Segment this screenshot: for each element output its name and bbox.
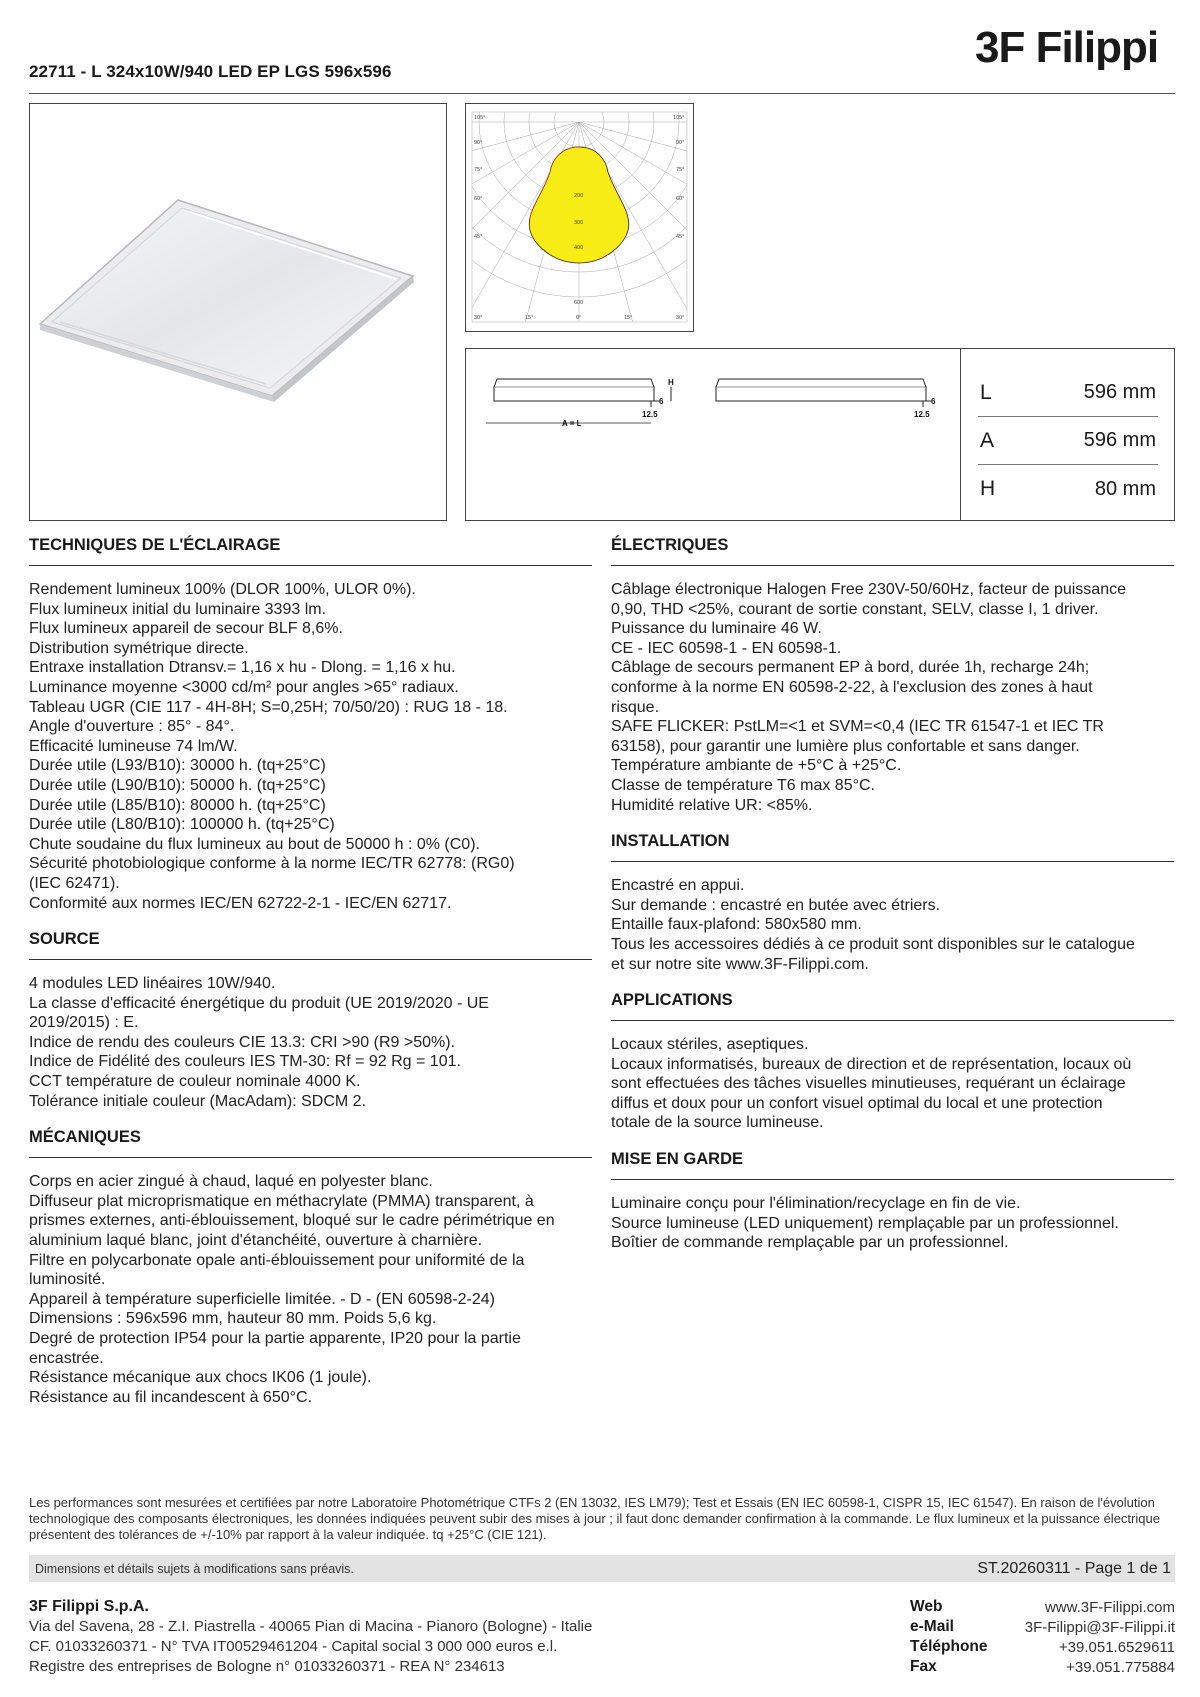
spec-line: Température ambiante de +5°C à +25°C.: [611, 757, 902, 775]
polar-angle-label: 60°: [676, 196, 685, 202]
dimension-value: 596 mm: [1083, 429, 1156, 451]
spec-line: Chute soudaine du flux lumineux au bout de 50000 h : 0% (C0).: [29, 835, 480, 853]
polar-angle-label: 0°: [576, 315, 582, 321]
spec-line: diffus et doux pour un confort visuel optimal du local et une protection: [611, 1094, 1103, 1112]
spec-line: aluminium laqué blanc, joint d'étanchéité, ouverture à charnière.: [29, 1232, 483, 1250]
website-link[interactable]: www.3F-Filippi.com: [1044, 1598, 1175, 1616]
spec-line: SAFE FLICKER: PstLM=<1 et SVM=<0,4 (IEC TR 61547-1 et IEC TR: [611, 718, 1104, 736]
contact-row-email: [910, 1617, 1175, 1637]
spec-line: totale de la source lumineuse.: [611, 1114, 824, 1132]
label-h: H: [668, 378, 674, 387]
label-6: 6: [931, 397, 936, 406]
spec-line: Entaille faux-plafond: 580x580 mm.: [611, 916, 862, 934]
polar-angle-label: 15°: [624, 315, 633, 321]
spec-line: Durée utile (L93/B10): 30000 h. (tq+25°C): [29, 757, 326, 775]
spec-section: [29, 1123, 592, 1407]
contact-label: e-Mail: [910, 1618, 954, 1635]
polar-radial-label: 200: [574, 193, 584, 199]
spec-line: 2019/2015) : E.: [29, 1014, 139, 1032]
spec-line: La classe d'efficacité énergétique du produit (UE 2019/2020 - UE: [29, 994, 489, 1012]
polar-angle-label: 105°: [673, 115, 685, 121]
spec-line: Durée utile (L90/B10): 50000 h. (tq+25°C): [29, 776, 326, 794]
spec-line: Luminance moyenne <3000 cd/m² pour angles >65° radiaux.: [29, 678, 459, 696]
section-body: [611, 876, 1174, 974]
spec-line: Boîtier de commande remplaçable par un professionnel.: [611, 1234, 1009, 1252]
section-body: [611, 580, 1174, 815]
company-name: 3F Filippi S.p.A.: [29, 1598, 149, 1615]
fax-number: +39.051.775884: [1066, 1658, 1175, 1676]
spec-line: et sur notre site www.3F-Filippi.com.: [611, 955, 869, 973]
dimension-drawing: [466, 349, 961, 520]
address-line: CF. 01033260371 - N° TVA IT00529461204 - Capital social 3 000 000 euros e.l.: [29, 1638, 558, 1655]
spec-line: 63158), pour garantir une lumière plus confortable et sans danger.: [611, 737, 1080, 755]
spec-line: Filtre en polycarbonate opale anti-éblouissement pour uniformité de la: [29, 1251, 525, 1269]
spec-line: Tous les accessoires dédiés à ce produit sont disponibles sur le catalogue: [611, 935, 1135, 953]
spec-line: Encastré en appui.: [611, 877, 745, 895]
spec-section: [611, 1145, 1174, 1253]
spec-line: Sécurité photobiologique conforme à la norme IEC/TR 62778: (RG0): [29, 855, 515, 873]
spec-line: Résistance mécanique aux chocs IK06 (1 joule).: [29, 1369, 372, 1387]
dimension-key: H: [980, 477, 996, 500]
spec-line: 0,90, THD <25%, courant de sortie constant, SELV, classe I, 1 driver.: [611, 600, 1099, 618]
section-body: [29, 974, 592, 1111]
polar-angle-label: 75°: [474, 167, 483, 173]
label-12-5: 12.5: [914, 410, 930, 419]
spec-line: 4 modules LED linéaires 10W/940.: [29, 975, 276, 993]
modification-notice: Dimensions et détails sujets à modifications sans préavis.: [35, 1561, 354, 1576]
spec-line: Durée utile (L80/B10): 100000 h. (tq+25°C): [29, 816, 335, 834]
polar-radial-label: 600: [574, 300, 584, 306]
section-body: [611, 1035, 1174, 1133]
spec-line: Indice de rendu des couleurs CIE 13.3: CRI >90 (R9 >50%).: [29, 1033, 456, 1051]
label-a-equals-l: A = L: [562, 419, 582, 428]
email-link[interactable]: 3F-Filippi@3F-Filippi.it: [1024, 1618, 1175, 1636]
contact-label: Web: [910, 1598, 943, 1615]
polar-radial-label: 400: [574, 245, 584, 251]
contact-label: Téléphone: [910, 1638, 988, 1655]
dimensions-panel: [465, 348, 1175, 521]
address-line: Registre des entreprises de Bologne n° 01033260371 - REA N° 234613: [29, 1658, 505, 1675]
spec-line: Tableau UGR (CIE 117 - 4H-8H; S=0,25H; 70/50/20) : RUG 18 - 18.: [29, 698, 508, 716]
spec-line: Degré de protection IP54 pour la partie apparente, IP20 pour la partie: [29, 1330, 521, 1347]
section-title: APPLICATIONS: [611, 986, 1174, 1021]
spec-line: encastrée.: [29, 1349, 104, 1367]
section-title: MÉCANIQUES: [29, 1123, 592, 1158]
spec-line: CCT température de couleur nominale 4000 K.: [29, 1073, 361, 1091]
spec-line: Rendement lumineux 100% (DLOR 100%, ULOR 0%).: [29, 581, 416, 598]
spec-line: Locaux informatisés, bureaux de direction et de représentation, locaux où: [611, 1055, 1132, 1073]
spec-line: Diffuseur plat microprismatique en méthacrylate (PMMA) transparent, à: [29, 1192, 534, 1210]
polar-angle-label: 105°: [474, 115, 486, 121]
spec-line: Angle d'ouverture : 85° - 84°.: [29, 718, 235, 736]
label-6: 6: [659, 397, 664, 406]
section-title: ÉLECTRIQUES: [611, 531, 1174, 566]
spec-line: conforme à la norme EN 60598-2-22, à l'exclusion des zones à haut: [611, 678, 1093, 696]
polar-angle-label: 45°: [474, 234, 483, 240]
polar-angle-label: 75°: [676, 167, 685, 173]
dimension-key: L: [980, 380, 992, 404]
spec-line: Efficacité lumineuse 74 lm/W.: [29, 737, 238, 755]
spec-line: Sur demande : encastré en butée avec étriers.: [611, 896, 941, 914]
spec-line: Durée utile (L85/B10): 80000 h. (tq+25°C): [29, 796, 326, 814]
notice-bar: [29, 1555, 1175, 1582]
spec-line: Câblage de secours permanent EP à bord, durée 1h, recharge 24h;: [611, 659, 1090, 677]
spec-line: Luminaire conçu pour l'élimination/recyclage en fin de vie.: [611, 1195, 1021, 1213]
polar-angle-label: 60°: [474, 196, 483, 202]
spec-line: (IEC 62471).: [29, 874, 120, 892]
disclaimer-text: Les performances sont mesurées et certifiées par notre Laboratoire Photométrique CTFs 2 (EN 13032, IES LM79); Test et Essais (EN IEC 60598-1, CISPR 15, IEC 61547). En raison de l'évolution technologique des composants électroniques, les données indiquées peuvent subir des mises à jour ; il faut donc demander confirmation à la commande. Le flux lumineux et la puissance électrique présentent des tolérances de +/-10% par rapport à la valeur indiquée. tq +25°C (CIE 121).: [29, 1495, 1160, 1542]
section-body: [29, 1172, 592, 1407]
polar-angle-label: 30°: [676, 315, 685, 321]
spec-line: Locaux stériles, aseptiques.: [611, 1036, 809, 1054]
spec-line: Indice de Fidélité des couleurs IES TM-30: Rf = 92 Rg = 101.: [29, 1053, 461, 1071]
left-column: [29, 531, 592, 1419]
spec-line: CE - IEC 60598-1 - EN 60598-1.: [611, 639, 842, 657]
spec-line: Source lumineuse (LED uniquement) remplaçable par un professionnel.: [611, 1214, 1119, 1232]
contact-row-phone: [910, 1637, 1175, 1657]
spec-line: prismes externes, anti-éblouissement, bloqué sur le cadre périmétrique en: [29, 1212, 555, 1230]
contact-label: Fax: [910, 1658, 937, 1675]
polar-angle-label: 15°: [525, 315, 534, 321]
section-body: [611, 1194, 1174, 1253]
spec-line: Appareil à température superficielle limitée. - D - (EN 60598-2-24): [29, 1290, 495, 1308]
spec-section: [611, 827, 1174, 974]
polar-angle-label: 45°: [676, 234, 685, 240]
spec-line: Distribution symétrique directe.: [29, 639, 249, 657]
polar-angle-label: 30°: [474, 315, 483, 321]
section-title: INSTALLATION: [611, 827, 1174, 862]
spec-line: Classe de température T6 max 85°C.: [611, 776, 875, 794]
dimension-value: 596 mm: [1083, 381, 1156, 403]
label-12-5: 12.5: [642, 410, 658, 419]
spec-line: Humidité relative UR: <85%.: [611, 796, 813, 814]
spec-line: Entraxe installation Dtransv.= 1,16 x hu - Dlong. = 1,16 x hu.: [29, 659, 456, 677]
polar-radial-label: 300: [574, 220, 584, 226]
section-title: TECHNIQUES DE L'ÉCLAIRAGE: [29, 531, 592, 566]
spec-line: Tolérance initiale couleur (MacAdam): SDCM 2.: [29, 1092, 367, 1110]
spec-section: [29, 531, 592, 913]
document-reference: ST.20260311 - Page 1 de 1: [977, 1559, 1171, 1577]
spec-line: Conformité aux normes IEC/EN 62722-2-1 - IEC/EN 62717.: [29, 894, 452, 912]
polar-angle-label: 90°: [474, 140, 483, 146]
product-title: 22711 - L 324x10W/940 LED EP LGS 596x596: [29, 62, 392, 81]
spec-section: [611, 531, 1174, 815]
polar-angle-label: 90°: [676, 140, 685, 146]
spec-line: Dimensions : 596x596 mm, hauteur 80 mm. Poids 5,6 kg.: [29, 1310, 437, 1328]
spec-line: Résistance au fil incandescent à 650°C.: [29, 1388, 313, 1406]
svg-text:3F Filippi: 3F Filippi: [975, 24, 1159, 70]
section-title: MISE EN GARDE: [611, 1145, 1174, 1180]
spec-line: Câblage électronique Halogen Free 230V-50/60Hz, facteur de puissance: [611, 581, 1126, 598]
company-info: [29, 1597, 789, 1677]
dimension-row: [978, 369, 1158, 417]
spec-line: Flux lumineux appareil de secour BLF 8,6%.: [29, 620, 343, 638]
spec-line: sont effectuées des tâches visuelles minutieuses, requérant un éclairage: [611, 1075, 1126, 1093]
spec-line: risque.: [611, 698, 660, 716]
spec-section: [611, 986, 1174, 1133]
product-photo: [29, 103, 447, 521]
brand-logo: [975, 24, 1175, 70]
dimension-table: [978, 369, 1158, 513]
spec-line: Flux lumineux initial du luminaire 3393 lm.: [29, 600, 327, 618]
contact-row-fax: [910, 1657, 1175, 1677]
contact-info: [910, 1597, 1175, 1677]
address-line: Via del Savena, 28 - Z.I. Piastrella - 40065 Pian di Macina - Pianoro (Bologne) - Italie: [29, 1618, 593, 1635]
phone-number: +39.051.6529611: [1058, 1638, 1175, 1656]
contact-row-web: [910, 1597, 1175, 1617]
dimension-row: [978, 417, 1158, 465]
page-header: [29, 20, 1175, 94]
dimension-key: A: [980, 428, 995, 452]
right-column: [611, 531, 1174, 1265]
section-body: [29, 580, 592, 913]
section-title: SOURCE: [29, 925, 592, 960]
dimension-value: 80 mm: [1094, 477, 1156, 500]
dimension-row: [978, 465, 1158, 513]
spec-line: Corps en acier zingué à chaud, laqué en polyester blanc.: [29, 1173, 433, 1191]
polar-diagram: [465, 103, 694, 332]
spec-line: Puissance du luminaire 46 W.: [611, 620, 822, 638]
spec-section: [29, 925, 592, 1111]
spec-line: luminosité.: [29, 1271, 106, 1289]
